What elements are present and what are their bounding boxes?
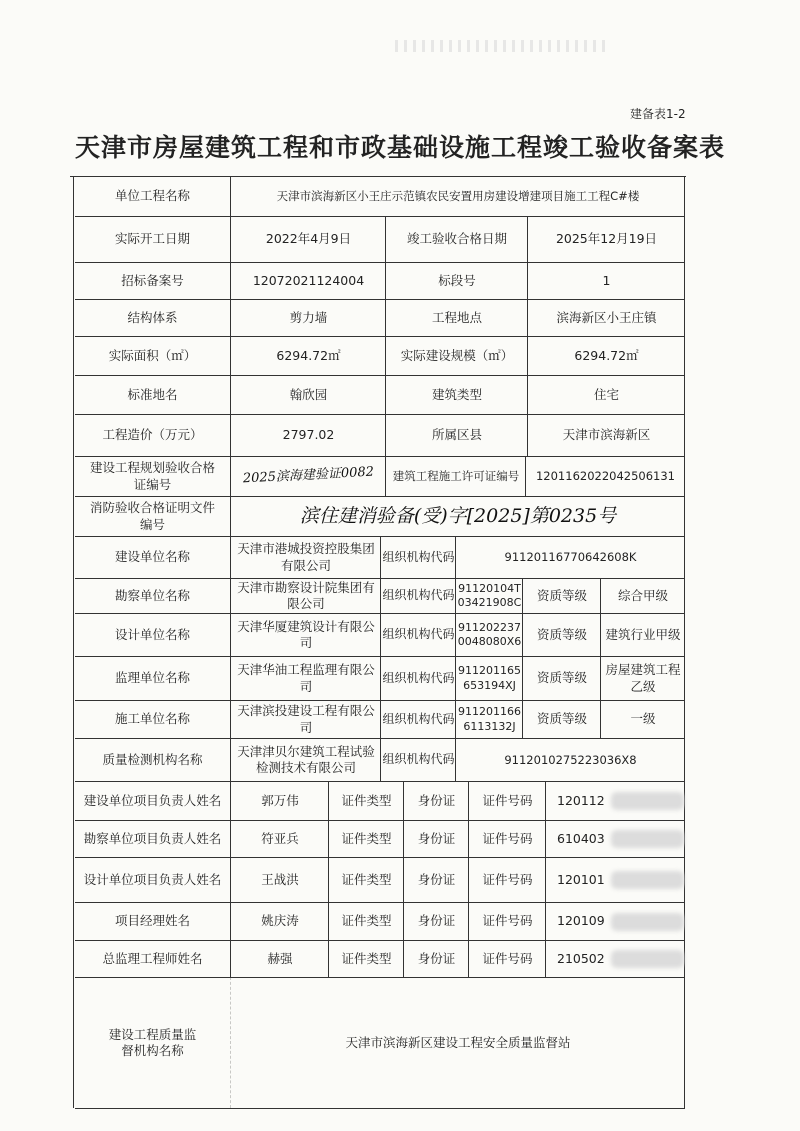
id-no: 120101 — [547, 858, 684, 902]
accept-date-label: 竣工验收合格日期 — [406, 231, 507, 247]
area-label: 实际面积（㎡） — [108, 347, 197, 363]
building-type-value: 住宅 — [593, 386, 619, 402]
cost-label: 工程造价（万元） — [102, 427, 203, 443]
unit-label: 施工单位名称 — [114, 711, 190, 727]
permit-label: 建筑工程施工许可证编号 — [392, 469, 520, 484]
section-no-value: 1 — [602, 272, 611, 288]
unit-code: 91120104T03421908C — [457, 581, 522, 609]
id-no: 610403 — [547, 821, 684, 857]
accept-date-value: 2025年12月19日 — [555, 231, 658, 247]
person-role-label: 总监理工程师姓名 — [102, 950, 203, 966]
id-type-label: 证件类型 — [341, 871, 392, 887]
unit-code-label: 组织机构代码 — [382, 711, 455, 726]
unit-grade: 建筑行业甲级 — [605, 626, 681, 642]
supervision-label: 建设工程质量监督机构名称 — [108, 1026, 197, 1058]
place-name-label: 标准地名 — [127, 386, 178, 402]
id-no-label: 证件号码 — [482, 913, 533, 929]
page-title: 天津市房屋建筑工程和市政基础设施工程竣工验收备案表 — [74, 133, 725, 162]
unit-code-label: 组织机构代码 — [382, 670, 455, 685]
person-role-label: 建设单位项目负责人姓名 — [83, 792, 222, 808]
bid-no-value: 12072021124004 — [252, 272, 365, 288]
id-type: 身份证 — [417, 792, 456, 808]
person-role-label: 项目经理姓名 — [114, 913, 190, 929]
unit-code-label: 组织机构代码 — [382, 549, 455, 564]
supervision-value: 天津市滨海新区建设工程安全质量监督站 — [345, 1034, 571, 1050]
unit-label: 建设单位名称 — [114, 549, 190, 565]
fire-cert-value: 滨住建消验备(受)字[2025]第0235号 — [299, 505, 617, 528]
id-no-label: 证件号码 — [482, 871, 533, 887]
unit-code-label: 组织机构代码 — [382, 627, 455, 642]
unit-code: 911202237 0048080X6 — [457, 620, 522, 648]
scale-value: 6294.72㎡ — [574, 347, 639, 363]
permit-value: 120116202204250613​1 — [535, 469, 676, 484]
id-no: 120109 — [547, 903, 684, 940]
id-no-label: 证件号码 — [482, 792, 533, 808]
unit-code-label: 组织机构代码 — [382, 588, 455, 603]
unit-name: 天津华厦建筑设计有限公司 — [237, 618, 375, 650]
id-type-label: 证件类型 — [341, 913, 392, 929]
unit-grade: 综合甲级 — [617, 587, 668, 603]
id-no: 210502 — [547, 941, 684, 977]
person-name: 符亚兵 — [261, 830, 299, 846]
structure-label: 结构体系 — [127, 309, 178, 325]
bid-no-label: 招标备案号 — [121, 272, 184, 288]
unit-grade: 房屋建筑工程乙级 — [605, 662, 681, 694]
form-code: 建备表1-2 — [630, 107, 686, 121]
unit-code: 9112011666113132J — [458, 705, 521, 733]
unit-code: 9112010275223036X8 — [504, 752, 637, 767]
unit-grade-label: 资质等级 — [536, 587, 587, 603]
project-name-label: 单位工程名称 — [114, 188, 190, 204]
unit-name: 天津津贝尔建筑工程试验检测技术有限公司 — [237, 743, 375, 775]
unit-grade-label: 资质等级 — [536, 670, 587, 686]
id-no-label: 证件号码 — [482, 830, 533, 846]
site-label: 工程地点 — [431, 309, 482, 325]
project-name-value: 天津市滨海新区小王庄示范镇农民安置用房建设增建项目施工工程C#楼 — [276, 189, 640, 204]
planning-cert-label: 建设工程规划验收合格证编号 — [89, 460, 215, 492]
person-role-label: 勘察单位项目负责人姓名 — [83, 830, 222, 846]
area-value: 6294.72㎡ — [276, 347, 341, 363]
fire-cert-label: 消防验收合格证明文件编号 — [89, 500, 215, 532]
scale-label: 实际建设规模（㎡） — [400, 347, 514, 363]
id-type-label: 证件类型 — [341, 830, 392, 846]
site-value: 滨海新区小王庄镇 — [556, 309, 657, 325]
unit-name: 天津滨投建设工程有限公司 — [237, 703, 375, 735]
place-name-value: 翰欣园 — [289, 386, 328, 402]
unit-name: 天津市勘察设计院集团有限公司 — [237, 579, 375, 611]
unit-grade: 一级 — [630, 711, 656, 727]
district-value: 天津市滨海新区 — [562, 427, 651, 443]
person-name: 姚庆涛 — [261, 913, 299, 929]
unit-name: 天津华油工程监理有限公司 — [237, 662, 375, 694]
unit-label: 监理单位名称 — [114, 670, 190, 686]
cost-value: 2797.02 — [282, 427, 335, 443]
person-role-label: 设计单位项目负责人姓名 — [83, 871, 222, 887]
unit-code: 911201165653194XJ — [458, 664, 521, 692]
start-date-label: 实际开工日期 — [114, 231, 190, 247]
id-type: 身份证 — [417, 913, 456, 929]
unit-label: 设计单位名称 — [114, 626, 190, 642]
id-no: 120112 — [547, 782, 684, 820]
id-type: 身份证 — [417, 830, 456, 846]
structure-value: 剪力墙 — [289, 309, 328, 325]
unit-name: 天津市港城投资控股集团有限公司 — [237, 541, 375, 573]
person-name: 郭万伟 — [261, 792, 299, 808]
id-type: 身份证 — [417, 950, 456, 966]
unit-label: 勘察单位名称 — [114, 587, 190, 603]
unit-label: 质量检测机构名称 — [102, 751, 203, 767]
id-type-label: 证件类型 — [341, 792, 392, 808]
unit-grade-label: 资质等级 — [536, 711, 587, 727]
unit-code: 91120116770642608K — [504, 550, 637, 565]
district-label: 所属区县 — [431, 427, 482, 443]
id-type: 身份证 — [417, 871, 456, 887]
person-name: 赫强 — [267, 950, 293, 966]
unit-code-label: 组织机构代码 — [382, 752, 455, 767]
id-type-label: 证件类型 — [341, 950, 392, 966]
building-type-label: 建筑类型 — [431, 386, 482, 402]
id-no-label: 证件号码 — [482, 950, 533, 966]
planning-cert-value: 2025滨海建验证0082 — [242, 464, 375, 487]
person-name: 王战洪 — [261, 871, 299, 887]
unit-grade-label: 资质等级 — [536, 626, 587, 642]
section-no-label: 标段号 — [438, 272, 476, 288]
start-date-value: 2022年4月9日 — [265, 231, 352, 247]
